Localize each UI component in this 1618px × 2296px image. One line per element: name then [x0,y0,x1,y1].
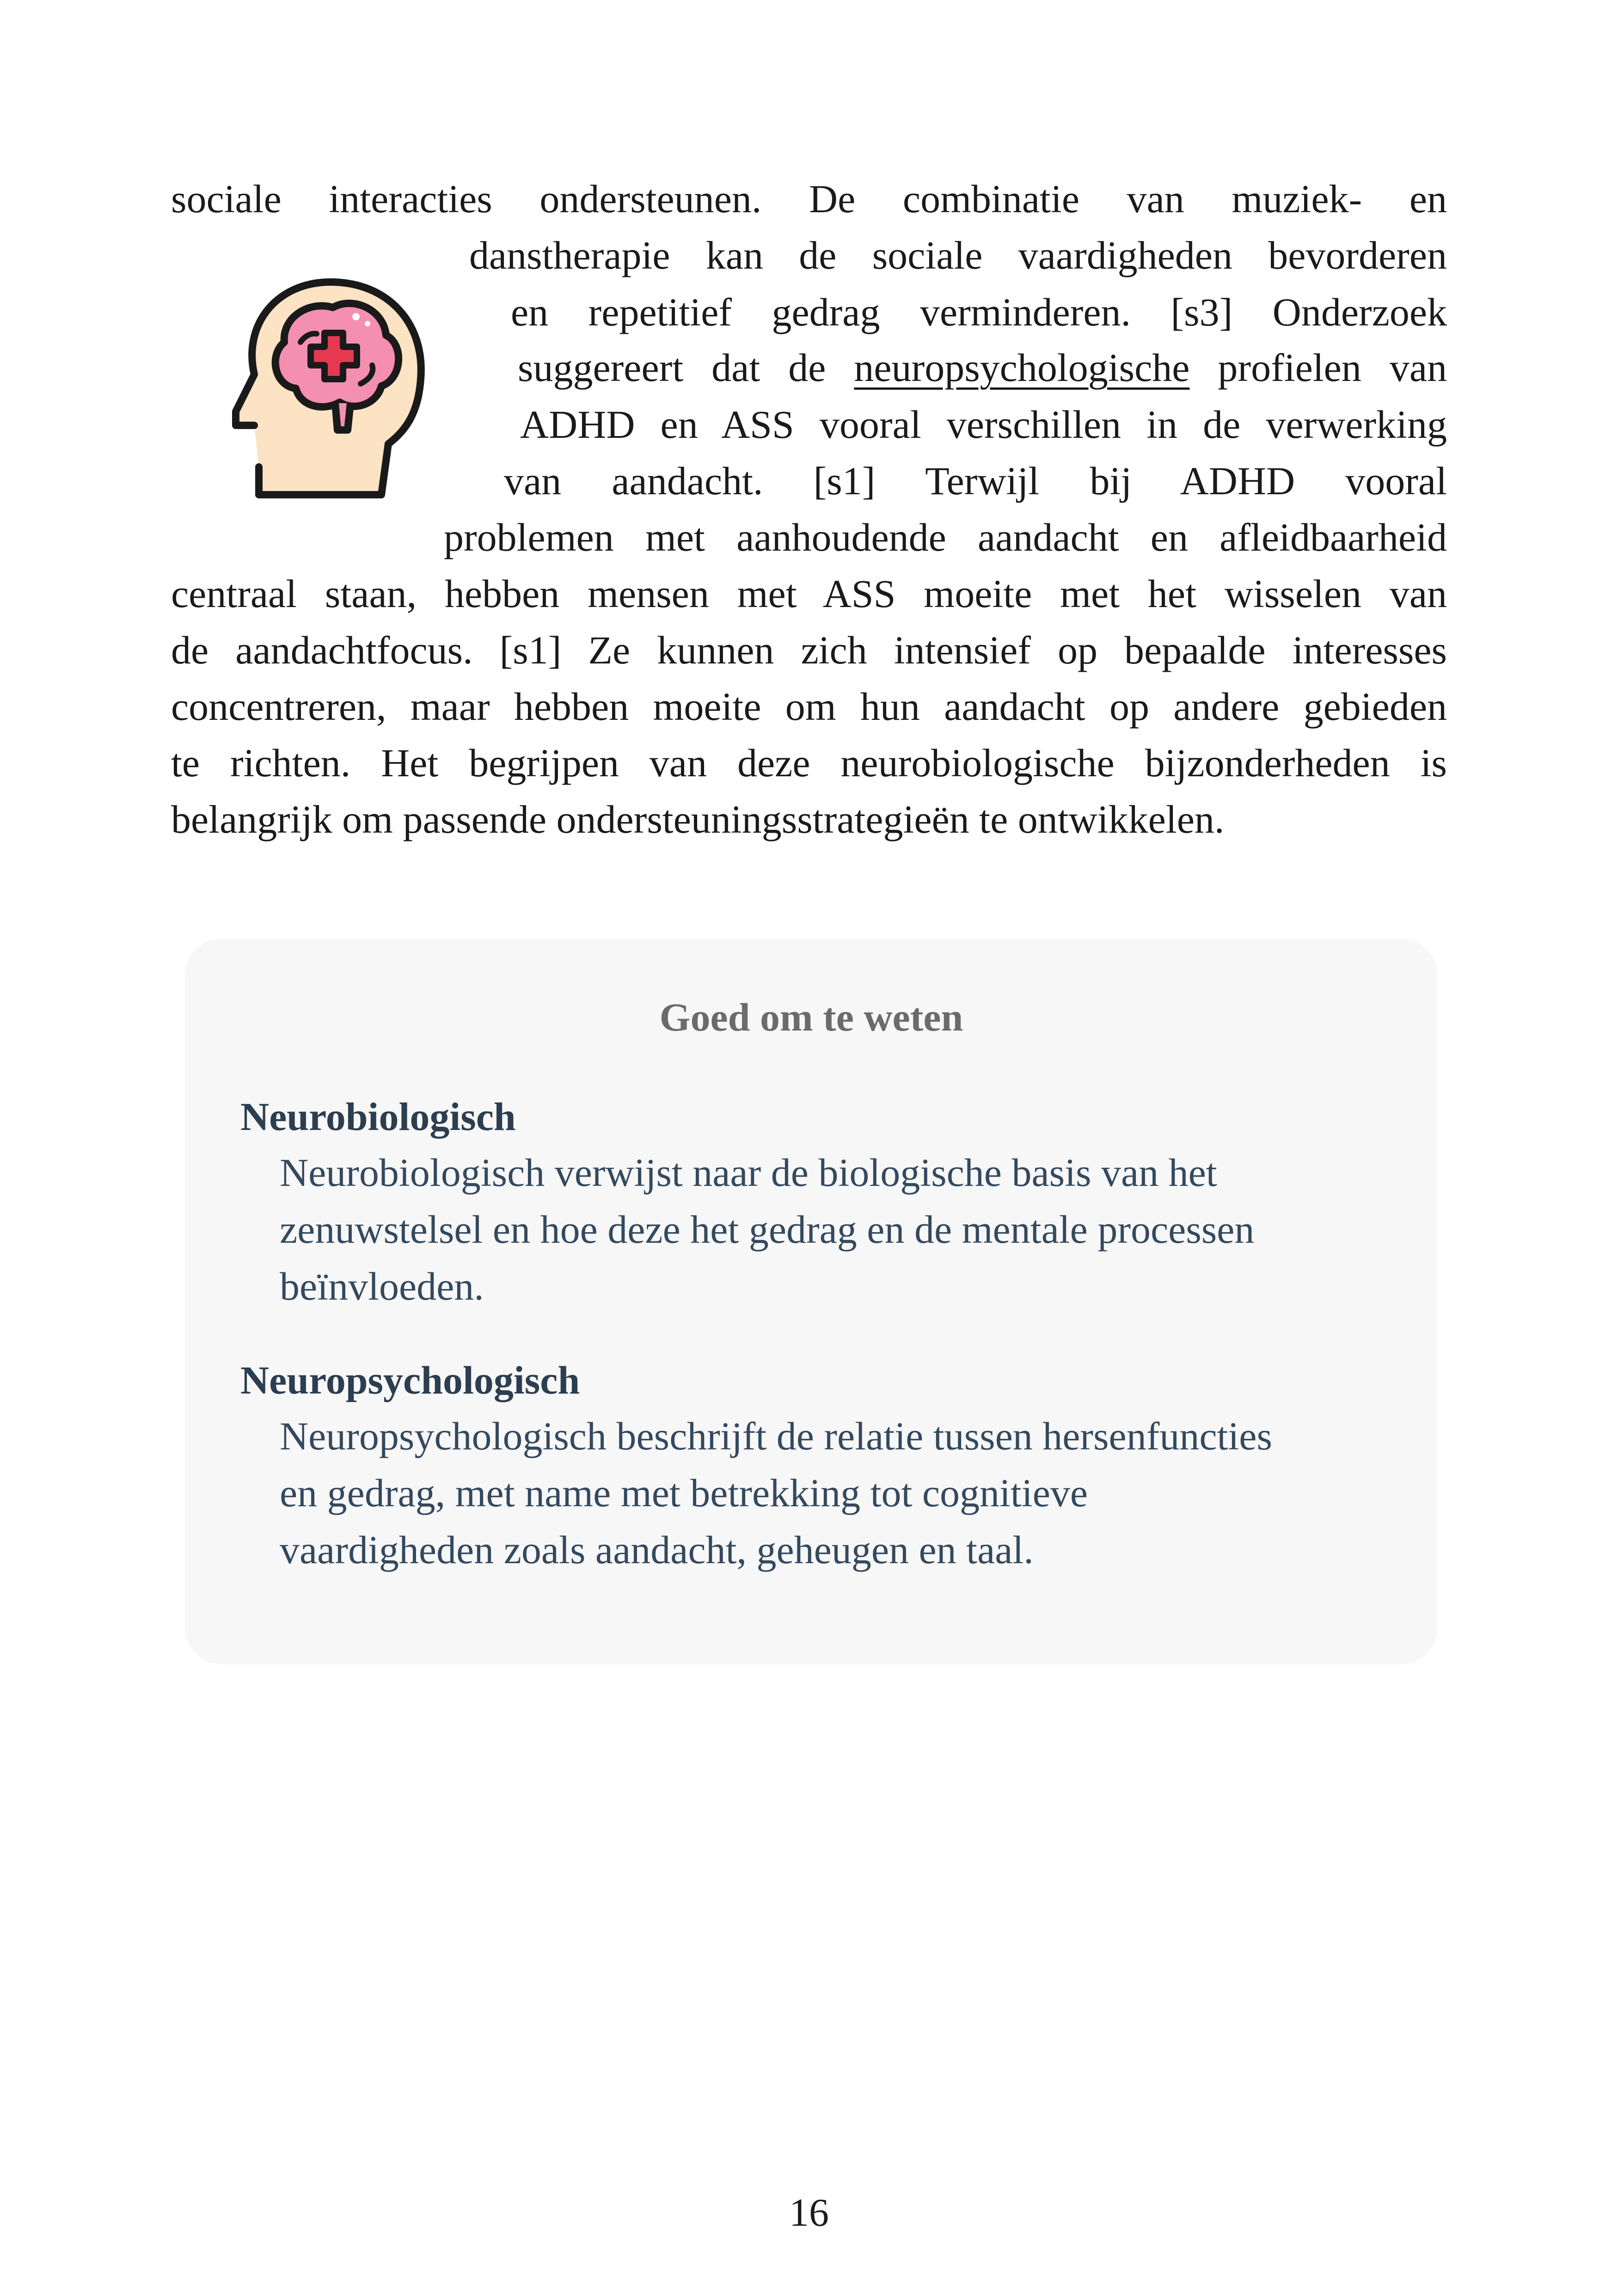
body-text: suggereert dat de [518,345,854,390]
definition-line: en gedrag, met name met betrekking tot cognitieve [280,1471,1088,1515]
body-line: sociale interacties ondersteunen. De combinatie van muziek- en [171,177,1447,221]
body-line: centraal staan, hebben mensen met ASS moeite met het wisselen van [171,571,1447,616]
definition-neurobiologisch [280,1144,1254,1315]
definition-line: Neurobiologisch verwijst naar de biologische basis van het [280,1150,1217,1195]
head-brain-medical-icon [222,273,435,504]
body-line: van aandacht. [s1] Terwijl bij ADHD vooral [504,459,1447,503]
body-line: danstherapie kan de sociale vaardigheden bevorderen [469,233,1447,277]
body-line: belangrijk om passende ondersteuningsstrategieën te ontwikkelen. [171,797,1225,841]
neuropsychologische-link[interactable]: neuropsychologische [854,345,1190,390]
body-text: profielen van [1189,345,1447,390]
definition-line: zenuwstelsel en hoe deze het gedrag en de mentale processen [280,1207,1255,1252]
body-line: concentreren, maar hebben moeite om hun aandacht op andere gebieden [171,684,1447,729]
box-title: Goed om te weten [659,995,963,1039]
body-line-with-link [518,344,1447,391]
term-neuropsychologisch: Neuropsychologisch [240,1358,580,1402]
body-line: en repetitief gedrag verminderen. [s3] Onderzoek [511,290,1447,334]
body-line: problemen met aanhoudende aandacht en afleidbaarheid [444,515,1447,559]
definition-line: vaardigheden zoals aandacht, geheugen en taal. [280,1528,1034,1572]
body-line: te richten. Het begrijpen van deze neurobiologische bijzonderheden is [171,741,1447,785]
good-to-know-box [185,939,1438,1664]
term-neurobiologisch: Neurobiologisch [240,1094,516,1139]
definition-line: Neuropsychologisch beschrijft de relatie tussen hersenfuncties [280,1414,1272,1458]
page-number: 16 [789,2190,829,2235]
body-line: de aandachtfocus. [s1] Ze kunnen zich intensief op bepaalde interesses [171,628,1447,672]
definition-line: beïnvloeden. [280,1264,484,1308]
body-line: ADHD en ASS vooral verschillen in de verwerking [520,402,1447,447]
definition-neuropsychologisch [280,1408,1272,1578]
